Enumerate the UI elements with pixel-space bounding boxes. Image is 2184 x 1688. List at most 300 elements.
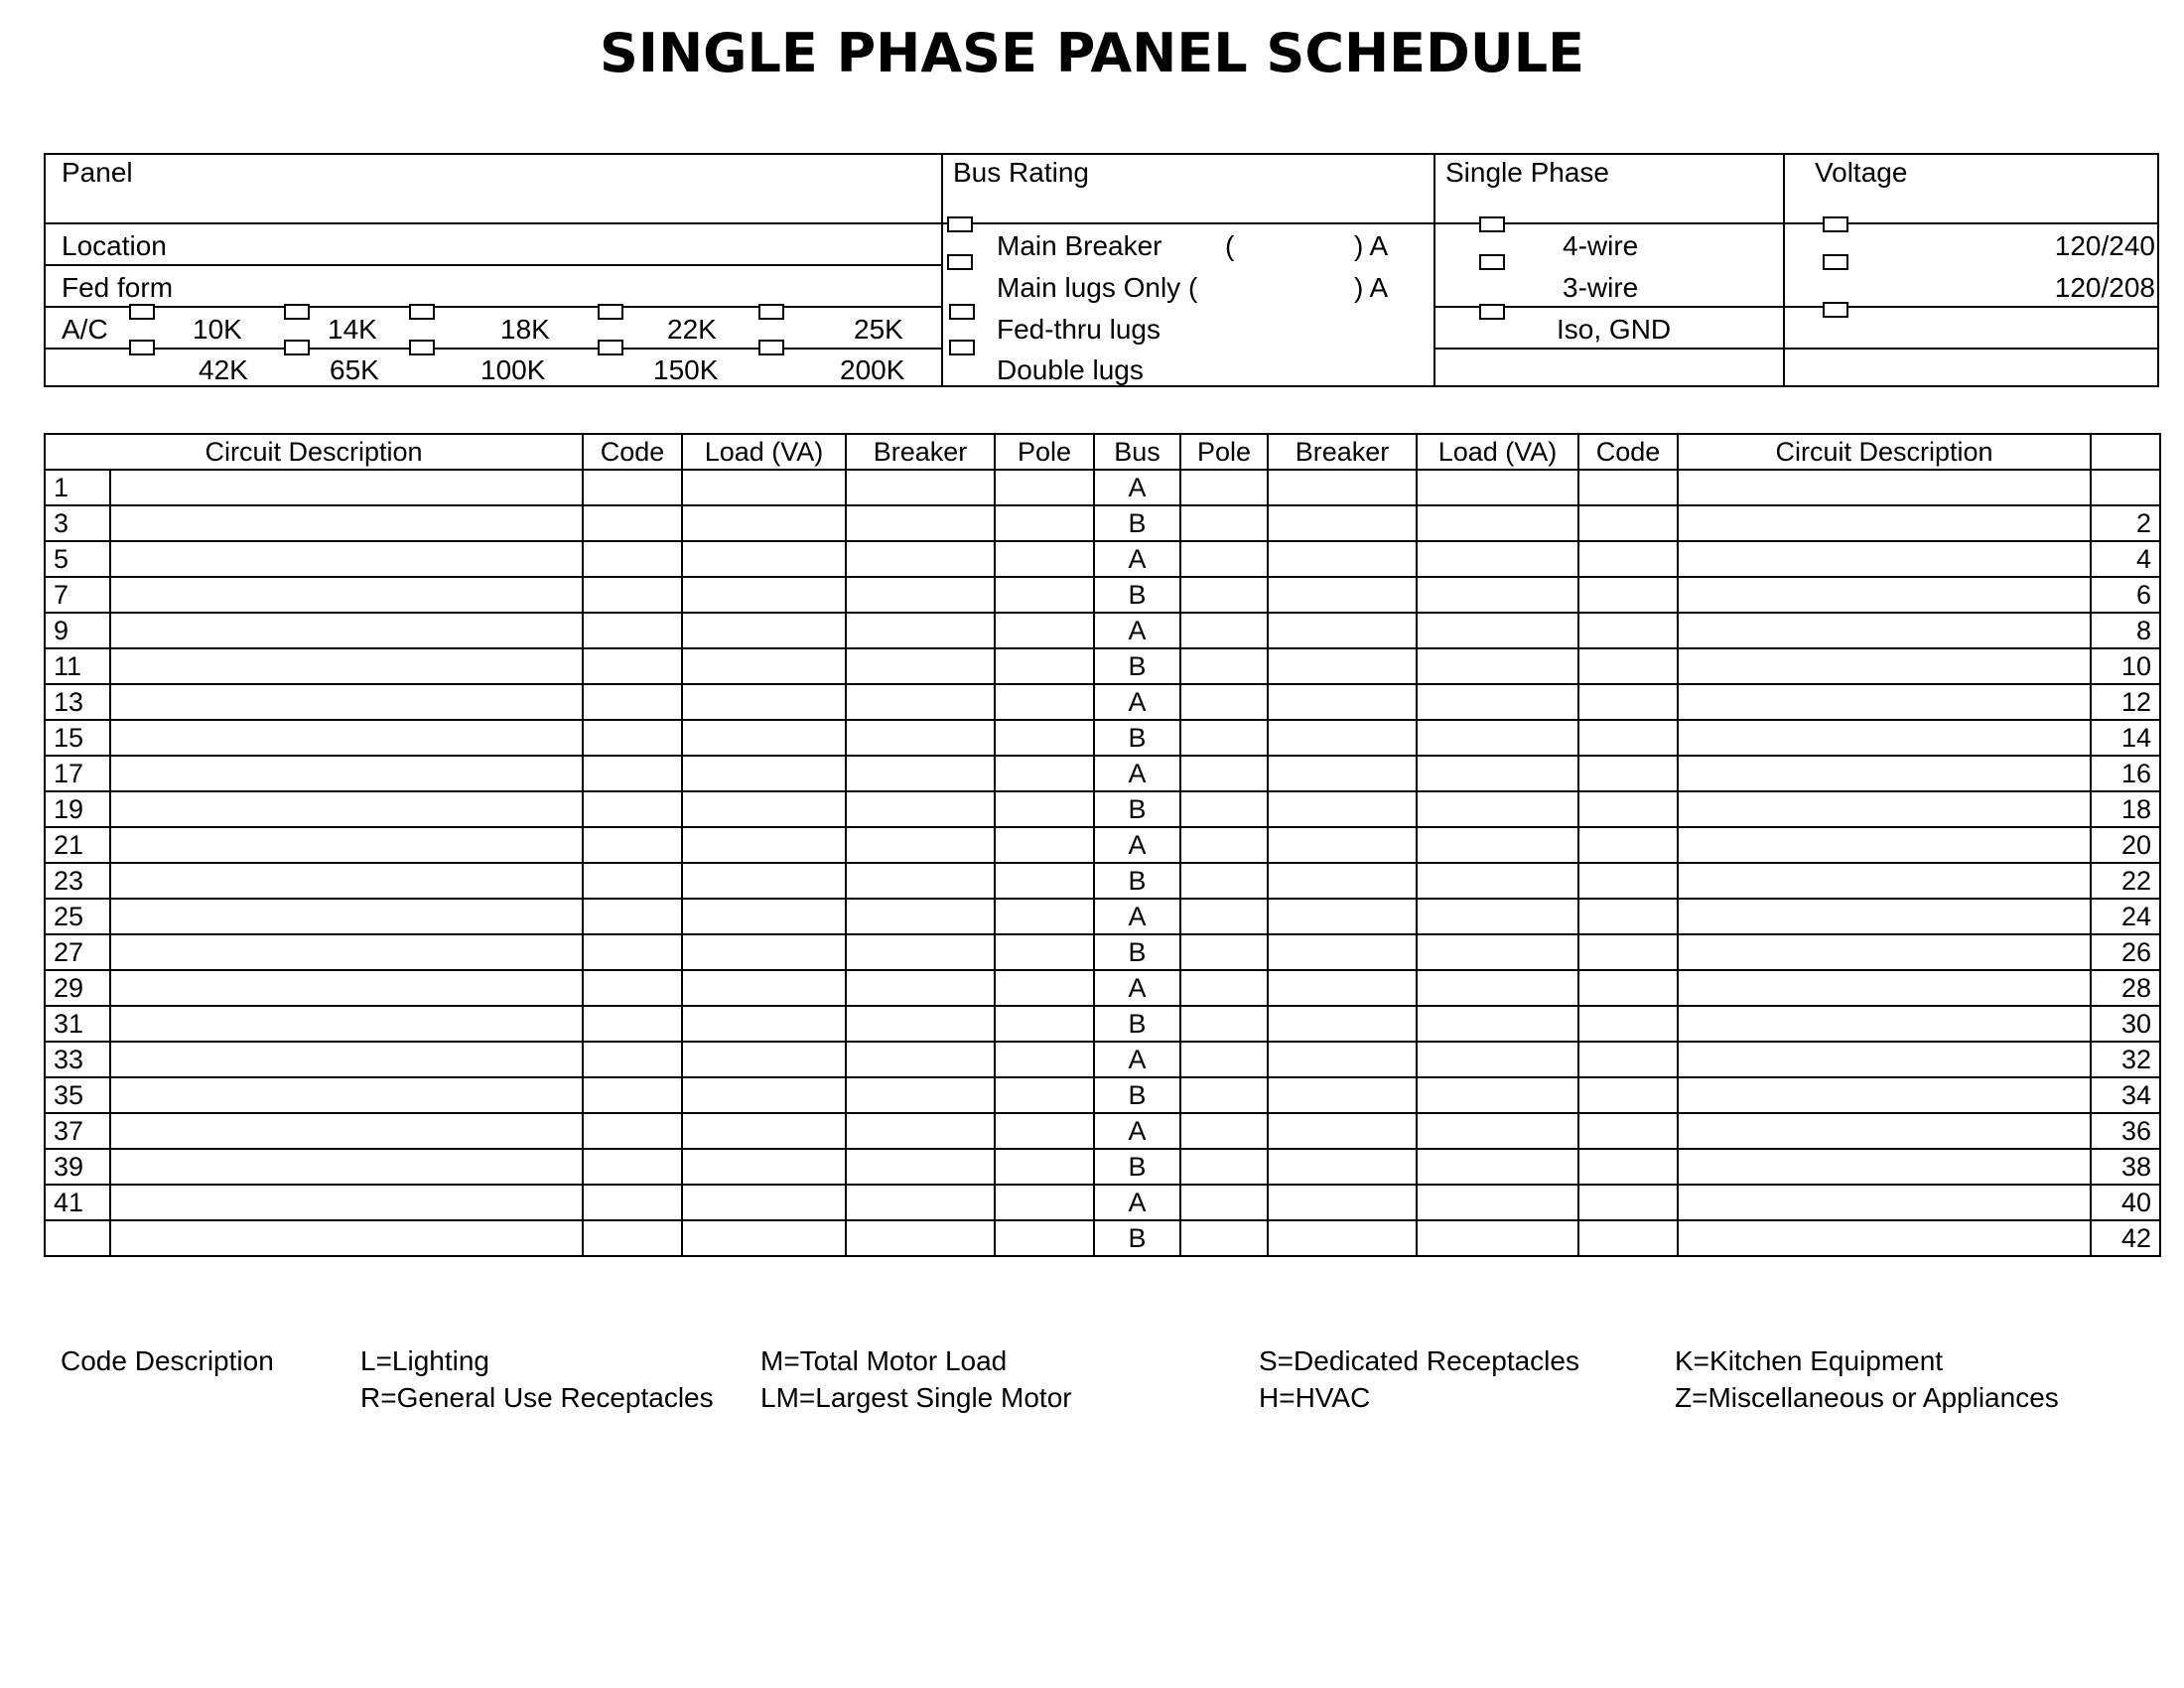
- bus-phase: A: [1094, 1185, 1180, 1220]
- legend-item-lighting: L=Lighting: [360, 1345, 490, 1376]
- code-left[interactable]: [583, 1077, 682, 1113]
- page-title: SINGLE PHASE PANEL SCHEDULE: [599, 22, 1584, 84]
- col-load-left: Load (VA): [682, 434, 846, 470]
- circuit-number-right: 38: [2091, 1149, 2160, 1185]
- code-left[interactable]: [583, 1149, 682, 1185]
- bus-phase: A: [1094, 684, 1180, 720]
- pole-left[interactable]: [995, 648, 1094, 684]
- circuit-description-right[interactable]: [1678, 684, 2091, 720]
- legend-item-kitchen: K=Kitchen Equipment: [1675, 1345, 1944, 1376]
- code-left[interactable]: [583, 756, 682, 791]
- pole-right[interactable]: [1180, 577, 1268, 613]
- main-lugs-checkbox[interactable]: [947, 254, 973, 270]
- circuit-description-right[interactable]: [1678, 970, 2091, 1006]
- circuit-number-right: [2091, 470, 2160, 505]
- circuit-description-right[interactable]: [1678, 791, 2091, 827]
- pole-left[interactable]: [995, 720, 1094, 756]
- ac-option-42k: 42K: [199, 354, 248, 385]
- circuit-description-right[interactable]: [1678, 648, 2091, 684]
- code-left[interactable]: [583, 684, 682, 720]
- load-right[interactable]: [1417, 613, 1578, 648]
- load-right[interactable]: [1417, 1220, 1578, 1256]
- breaker-right[interactable]: [1268, 756, 1417, 791]
- breaker-left[interactable]: [846, 1113, 995, 1149]
- legend-item-largest-motor: LM=Largest Single Motor: [760, 1382, 1072, 1413]
- circuit-description-left[interactable]: [110, 1042, 583, 1077]
- ac-65k-checkbox[interactable]: [284, 340, 310, 355]
- breaker-left[interactable]: [846, 827, 995, 863]
- pole-right[interactable]: [1180, 505, 1268, 541]
- load-left[interactable]: [682, 505, 846, 541]
- breaker-left[interactable]: [846, 684, 995, 720]
- ac-14k-checkbox[interactable]: [284, 304, 310, 320]
- load-right[interactable]: [1417, 970, 1578, 1006]
- circuit-number-left: 41: [45, 1185, 110, 1220]
- circuit-number-left: 15: [45, 720, 110, 756]
- breaker-left[interactable]: [846, 1006, 995, 1042]
- circuit-number-right: 12: [2091, 684, 2160, 720]
- legend-item-hvac: H=HVAC: [1259, 1382, 1371, 1413]
- breaker-right[interactable]: [1268, 934, 1417, 970]
- circuit-description-left[interactable]: [110, 863, 583, 899]
- breaker-left[interactable]: [846, 934, 995, 970]
- circuit-description-left[interactable]: [110, 1149, 583, 1185]
- pole-right[interactable]: [1180, 1113, 1268, 1149]
- pole-left[interactable]: [995, 1185, 1094, 1220]
- circuit-description-right[interactable]: [1678, 1220, 2091, 1256]
- table-row: [45, 970, 2160, 1006]
- circuit-description-right[interactable]: [1678, 720, 2091, 756]
- code-left[interactable]: [583, 899, 682, 934]
- load-right[interactable]: [1417, 1149, 1578, 1185]
- pole-right[interactable]: [1180, 648, 1268, 684]
- load-right[interactable]: [1417, 899, 1578, 934]
- breaker-left[interactable]: [846, 1077, 995, 1113]
- ac-42k-checkbox[interactable]: [129, 340, 155, 355]
- code-right[interactable]: [1578, 1006, 1678, 1042]
- pole-left[interactable]: [995, 613, 1094, 648]
- breaker-left[interactable]: [846, 648, 995, 684]
- pole-left[interactable]: [995, 791, 1094, 827]
- circuit-description-right[interactable]: [1678, 470, 2091, 505]
- fed-from-label: Fed form: [62, 272, 174, 303]
- circuit-description-right[interactable]: [1678, 1149, 2091, 1185]
- ac-10k-checkbox[interactable]: [129, 304, 155, 320]
- circuit-description-right[interactable]: [1678, 505, 2091, 541]
- circuit-description-left[interactable]: [110, 505, 583, 541]
- load-left[interactable]: [682, 1220, 846, 1256]
- pole-left[interactable]: [995, 1006, 1094, 1042]
- col-code-right: Code: [1578, 434, 1678, 470]
- breaker-right[interactable]: [1268, 577, 1417, 613]
- ac-25k-checkbox[interactable]: [758, 304, 784, 320]
- load-left[interactable]: [682, 613, 846, 648]
- code-left[interactable]: [583, 1113, 682, 1149]
- code-right[interactable]: [1578, 720, 1678, 756]
- pole-left[interactable]: [995, 1220, 1094, 1256]
- circuit-description-left[interactable]: [110, 899, 583, 934]
- breaker-right[interactable]: [1268, 613, 1417, 648]
- code-right[interactable]: [1578, 1042, 1678, 1077]
- pole-left[interactable]: [995, 1042, 1094, 1077]
- pole-right[interactable]: [1180, 541, 1268, 577]
- pole-right[interactable]: [1180, 470, 1268, 505]
- pole-left[interactable]: [995, 577, 1094, 613]
- circuit-number-left: 3: [45, 505, 110, 541]
- breaker-left[interactable]: [846, 1042, 995, 1077]
- load-left[interactable]: [682, 970, 846, 1006]
- legend-title: Code Description: [61, 1345, 274, 1376]
- pole-left[interactable]: [995, 899, 1094, 934]
- code-left[interactable]: [583, 505, 682, 541]
- code-left[interactable]: [583, 970, 682, 1006]
- breaker-right[interactable]: [1268, 470, 1417, 505]
- pole-right[interactable]: [1180, 863, 1268, 899]
- code-right[interactable]: [1578, 827, 1678, 863]
- code-right[interactable]: [1578, 1220, 1678, 1256]
- circuit-description-right[interactable]: [1678, 613, 2091, 648]
- load-right[interactable]: [1417, 1077, 1578, 1113]
- legend-item-dedicated-receptacles: S=Dedicated Receptacles: [1259, 1345, 1579, 1376]
- table-row: [45, 684, 2160, 720]
- breaker-left[interactable]: [846, 505, 995, 541]
- code-left[interactable]: [583, 577, 682, 613]
- circuit-description-left[interactable]: [110, 827, 583, 863]
- ac-option-25k: 25K: [854, 314, 903, 345]
- breaker-left[interactable]: [846, 541, 995, 577]
- pole-left[interactable]: [995, 1149, 1094, 1185]
- code-right[interactable]: [1578, 791, 1678, 827]
- load-right[interactable]: [1417, 720, 1578, 756]
- circuit-description-right[interactable]: [1678, 1042, 2091, 1077]
- breaker-left[interactable]: [846, 756, 995, 791]
- load-left[interactable]: [682, 934, 846, 970]
- pole-right[interactable]: [1180, 613, 1268, 648]
- main-lugs-label: Main lugs Only (: [997, 272, 1198, 303]
- bus-phase: A: [1094, 1042, 1180, 1077]
- bus-phase: A: [1094, 827, 1180, 863]
- load-left[interactable]: [682, 577, 846, 613]
- load-right[interactable]: [1417, 541, 1578, 577]
- code-left[interactable]: [583, 1006, 682, 1042]
- ac-100k-checkbox[interactable]: [409, 340, 435, 355]
- load-left[interactable]: [682, 791, 846, 827]
- circuit-schedule-table: [44, 433, 2161, 1257]
- breaker-left[interactable]: [846, 470, 995, 505]
- table-row: [45, 1077, 2160, 1113]
- pole-right[interactable]: [1180, 1077, 1268, 1113]
- breaker-left[interactable]: [846, 970, 995, 1006]
- circuit-number-right: 40: [2091, 1185, 2160, 1220]
- load-right[interactable]: [1417, 934, 1578, 970]
- code-right[interactable]: [1578, 470, 1678, 505]
- code-left[interactable]: [583, 827, 682, 863]
- main-breaker-label: Main Breaker: [997, 230, 1162, 261]
- circuit-description-right[interactable]: [1678, 1077, 2091, 1113]
- pole-right[interactable]: [1180, 970, 1268, 1006]
- ac-18k-checkbox[interactable]: [409, 304, 435, 320]
- pole-right[interactable]: [1180, 899, 1268, 934]
- ac-200k-checkbox[interactable]: [758, 340, 784, 355]
- code-right[interactable]: [1578, 934, 1678, 970]
- bus-phase: A: [1094, 756, 1180, 791]
- breaker-right[interactable]: [1268, 1185, 1417, 1220]
- circuit-description-right[interactable]: [1678, 934, 2091, 970]
- circuit-description-left[interactable]: [110, 791, 583, 827]
- load-left[interactable]: [682, 470, 846, 505]
- pole-left[interactable]: [995, 1077, 1094, 1113]
- circuit-description-left[interactable]: [110, 756, 583, 791]
- circuit-description-left[interactable]: [110, 648, 583, 684]
- load-left[interactable]: [682, 648, 846, 684]
- circuit-description-right[interactable]: [1678, 827, 2091, 863]
- breaker-left[interactable]: [846, 720, 995, 756]
- circuit-description-right[interactable]: [1678, 541, 2091, 577]
- code-left[interactable]: [583, 613, 682, 648]
- pole-left[interactable]: [995, 934, 1094, 970]
- load-right[interactable]: [1417, 577, 1578, 613]
- load-right[interactable]: [1417, 1113, 1578, 1149]
- code-left[interactable]: [583, 648, 682, 684]
- circuit-description-left[interactable]: [110, 970, 583, 1006]
- load-right[interactable]: [1417, 648, 1578, 684]
- breaker-right[interactable]: [1268, 1006, 1417, 1042]
- load-left[interactable]: [682, 1006, 846, 1042]
- bus-phase: B: [1094, 577, 1180, 613]
- load-left[interactable]: [682, 1077, 846, 1113]
- circuit-number-left: 7: [45, 577, 110, 613]
- load-left[interactable]: [682, 684, 846, 720]
- code-left[interactable]: [583, 1042, 682, 1077]
- pole-right[interactable]: [1180, 934, 1268, 970]
- pole-left[interactable]: [995, 970, 1094, 1006]
- table-row: [45, 863, 2160, 899]
- load-left[interactable]: [682, 1149, 846, 1185]
- breaker-right[interactable]: [1268, 970, 1417, 1006]
- ac-option-18k: 18K: [500, 314, 550, 345]
- circuit-description-left[interactable]: [110, 541, 583, 577]
- code-right[interactable]: [1578, 648, 1678, 684]
- load-right[interactable]: [1417, 791, 1578, 827]
- breaker-left[interactable]: [846, 613, 995, 648]
- iso-gnd-label: Iso, GND: [1557, 314, 1672, 345]
- circuit-number-right: 6: [2091, 577, 2160, 613]
- pole-right[interactable]: [1180, 1006, 1268, 1042]
- breaker-right[interactable]: [1268, 1042, 1417, 1077]
- table-row: [45, 1220, 2160, 1256]
- code-right[interactable]: [1578, 1149, 1678, 1185]
- breaker-left[interactable]: [846, 577, 995, 613]
- circuit-description-right[interactable]: [1678, 1006, 2091, 1042]
- breaker-right[interactable]: [1268, 1113, 1417, 1149]
- voltage-120-208-label: 120/208: [2054, 272, 2155, 303]
- circuit-description-left[interactable]: [110, 1006, 583, 1042]
- circuit-number-right: 26: [2091, 934, 2160, 970]
- pole-right[interactable]: [1180, 1149, 1268, 1185]
- circuit-description-right[interactable]: [1678, 1113, 2091, 1149]
- ac-150k-checkbox[interactable]: [598, 340, 623, 355]
- code-left[interactable]: [583, 791, 682, 827]
- breaker-left[interactable]: [846, 791, 995, 827]
- breaker-right[interactable]: [1268, 541, 1417, 577]
- pole-right[interactable]: [1180, 756, 1268, 791]
- circuit-description-left[interactable]: [110, 1185, 583, 1220]
- code-right[interactable]: [1578, 505, 1678, 541]
- code-right[interactable]: [1578, 863, 1678, 899]
- col-breaker-right: Breaker: [1268, 434, 1417, 470]
- load-right[interactable]: [1417, 1006, 1578, 1042]
- load-right[interactable]: [1417, 505, 1578, 541]
- main-lugs-amps: ) A: [1354, 272, 1389, 303]
- circuit-number-left: 29: [45, 970, 110, 1006]
- three-wire-checkbox[interactable]: [1479, 254, 1505, 270]
- circuit-number-left: 37: [45, 1113, 110, 1149]
- code-left[interactable]: [583, 541, 682, 577]
- load-left[interactable]: [682, 1113, 846, 1149]
- pole-right[interactable]: [1180, 791, 1268, 827]
- table-row: [45, 1006, 2160, 1042]
- load-left[interactable]: [682, 899, 846, 934]
- circuit-description-left[interactable]: [110, 684, 583, 720]
- iso-gnd-checkbox[interactable]: [1479, 304, 1505, 320]
- circuit-number-left: 35: [45, 1077, 110, 1113]
- breaker-left[interactable]: [846, 1149, 995, 1185]
- code-left[interactable]: [583, 1220, 682, 1256]
- pole-left[interactable]: [995, 470, 1094, 505]
- breaker-left[interactable]: [846, 1185, 995, 1220]
- load-right[interactable]: [1417, 470, 1578, 505]
- load-left[interactable]: [682, 1185, 846, 1220]
- code-left[interactable]: [583, 470, 682, 505]
- breaker-right[interactable]: [1268, 648, 1417, 684]
- pole-right[interactable]: [1180, 684, 1268, 720]
- code-right[interactable]: [1578, 541, 1678, 577]
- legend-item-motor-load: M=Total Motor Load: [760, 1345, 1008, 1376]
- breaker-right[interactable]: [1268, 1077, 1417, 1113]
- circuit-description-left[interactable]: [110, 577, 583, 613]
- load-left[interactable]: [682, 1042, 846, 1077]
- circuit-description-left[interactable]: [110, 934, 583, 970]
- pole-left[interactable]: [995, 827, 1094, 863]
- code-left[interactable]: [583, 863, 682, 899]
- load-right[interactable]: [1417, 1185, 1578, 1220]
- table-row: [45, 720, 2160, 756]
- circuit-number-left: 19: [45, 791, 110, 827]
- fed-thru-lugs-checkbox[interactable]: [949, 304, 975, 320]
- load-right[interactable]: [1417, 1042, 1578, 1077]
- pole-right[interactable]: [1180, 1220, 1268, 1256]
- main-breaker-amps: ) A: [1354, 230, 1389, 261]
- four-wire-checkbox[interactable]: [1479, 216, 1505, 232]
- breaker-right[interactable]: [1268, 791, 1417, 827]
- circuit-description-left[interactable]: [110, 470, 583, 505]
- circuit-description-left[interactable]: [110, 1077, 583, 1113]
- load-left[interactable]: [682, 863, 846, 899]
- load-left[interactable]: [682, 756, 846, 791]
- breaker-left[interactable]: [846, 1220, 995, 1256]
- breaker-right[interactable]: [1268, 863, 1417, 899]
- breaker-left[interactable]: [846, 899, 995, 934]
- code-right[interactable]: [1578, 1077, 1678, 1113]
- code-left[interactable]: [583, 720, 682, 756]
- pole-left[interactable]: [995, 684, 1094, 720]
- code-right[interactable]: [1578, 899, 1678, 934]
- pole-left[interactable]: [995, 863, 1094, 899]
- circuit-description-left[interactable]: [110, 1220, 583, 1256]
- circuit-description-left[interactable]: [110, 720, 583, 756]
- pole-left[interactable]: [995, 505, 1094, 541]
- circuit-number-left: 1: [45, 470, 110, 505]
- load-right[interactable]: [1417, 756, 1578, 791]
- circuit-number-right: 8: [2091, 613, 2160, 648]
- load-left[interactable]: [682, 720, 846, 756]
- breaker-left[interactable]: [846, 863, 995, 899]
- pole-right[interactable]: [1180, 1042, 1268, 1077]
- pole-left[interactable]: [995, 541, 1094, 577]
- circuit-description-right[interactable]: [1678, 1185, 2091, 1220]
- circuit-description-right[interactable]: [1678, 863, 2091, 899]
- location-label: Location: [62, 230, 167, 261]
- voltage-other-checkbox[interactable]: [1823, 302, 1848, 318]
- code-left[interactable]: [583, 1185, 682, 1220]
- panel-info-block: [44, 153, 2159, 387]
- circuit-description-right[interactable]: [1678, 756, 2091, 791]
- breaker-right[interactable]: [1268, 720, 1417, 756]
- circuit-description-right[interactable]: [1678, 899, 2091, 934]
- pole-right[interactable]: [1180, 827, 1268, 863]
- voltage-120-208-checkbox[interactable]: [1823, 254, 1848, 270]
- pole-left[interactable]: [995, 756, 1094, 791]
- breaker-right[interactable]: [1268, 1149, 1417, 1185]
- breaker-right[interactable]: [1268, 827, 1417, 863]
- main-breaker-checkbox[interactable]: [947, 216, 973, 232]
- code-left[interactable]: [583, 934, 682, 970]
- pole-right[interactable]: [1180, 720, 1268, 756]
- circuit-description-right[interactable]: [1678, 577, 2091, 613]
- code-right[interactable]: [1578, 1113, 1678, 1149]
- voltage-120-240-checkbox[interactable]: [1823, 216, 1848, 232]
- code-right[interactable]: [1578, 970, 1678, 1006]
- circuit-number-right: 30: [2091, 1006, 2160, 1042]
- breaker-right[interactable]: [1268, 899, 1417, 934]
- load-right[interactable]: [1417, 684, 1578, 720]
- load-right[interactable]: [1417, 827, 1578, 863]
- load-left[interactable]: [682, 827, 846, 863]
- code-right[interactable]: [1578, 684, 1678, 720]
- code-right[interactable]: [1578, 577, 1678, 613]
- load-left[interactable]: [682, 541, 846, 577]
- pole-left[interactable]: [995, 1113, 1094, 1149]
- table-row: [45, 541, 2160, 577]
- circuit-description-left[interactable]: [110, 1113, 583, 1149]
- load-right[interactable]: [1417, 863, 1578, 899]
- breaker-right[interactable]: [1268, 505, 1417, 541]
- code-right[interactable]: [1578, 1185, 1678, 1220]
- fed-thru-lugs-label: Fed-thru lugs: [997, 314, 1160, 345]
- double-lugs-checkbox[interactable]: [949, 340, 975, 355]
- col-load-right: Load (VA): [1417, 434, 1578, 470]
- breaker-right[interactable]: [1268, 1220, 1417, 1256]
- code-right[interactable]: [1578, 756, 1678, 791]
- pole-right[interactable]: [1180, 1185, 1268, 1220]
- ac-22k-checkbox[interactable]: [598, 304, 623, 320]
- circuit-description-left[interactable]: [110, 613, 583, 648]
- breaker-right[interactable]: [1268, 684, 1417, 720]
- circuit-number-left: 9: [45, 613, 110, 648]
- code-right[interactable]: [1578, 613, 1678, 648]
- circuit-number-right: 28: [2091, 970, 2160, 1006]
- col-pole-left: Pole: [995, 434, 1094, 470]
